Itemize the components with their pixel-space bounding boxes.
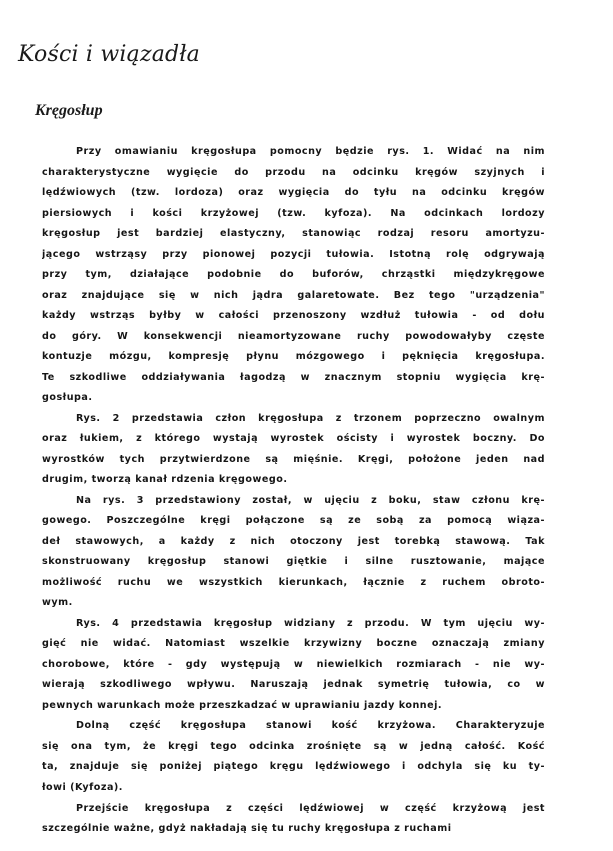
text-line: Przy omawianiu kręgosłupa pomocny będzie rys. 1. Widać na nim [76,146,545,157]
text-line: charakterystyczne wygięcie do przodu na odcinku kręgów szyjnych i [42,166,545,178]
text-line: się ona tym, że kręgi tego odcinka zrośnięte są w jedną całość. Kość [42,740,545,752]
text-line: chorobowe, które - gdy występują w niewielkich rozmiarach - nie wy- [42,658,545,670]
paragraph [42,491,545,614]
text-line: ta, znajduje się poniżej piątego kręgu lędźwiowego i odchyla się ku ty- [42,761,545,773]
text-line: wierają szkodliwego wpływu. Naruszają jednak symetrię tułowia, co w [42,679,545,691]
body-text [42,142,545,840]
text-line: szczególnie ważne, gdyż nakładają się tu ruchy kręgosłupa z ruchami [42,823,452,835]
paragraph [42,614,545,717]
paragraph [42,142,545,409]
text-line: Rys. 4 przedstawia kręgosłup widziany z przodu. W tym ujęciu wy- [76,617,545,629]
text-line: gowego. Poszczególne kręgi połączone są ze sobą za pomocą wiąza- [42,515,545,527]
text-line: łowi (Kyfoza). [42,781,123,793]
text-line: gięć nie widać. Natomiast wszelkie krzywizny boczne oznaczają zmiany [42,638,545,650]
text-line: Przejście kręgosłupa z części lędźwiowej w część krzyżową jest [76,802,545,814]
text-line: gosłupa. [42,392,93,404]
text-line: piersiowych i kości krzyżowej (tzw. kyfoza). Na odcinkach lordozy [42,207,545,219]
text-line: Dolną część kręgosłupa stanowi kość krzyżowa. Charakteryzuje [76,720,545,732]
text-line: każdy wstrząs byłby w całości przenoszony wzdłuż tułowia - od dołu [42,310,545,322]
text-line: drugim, tworzą kanał rdzenia kręgowego. [42,474,288,486]
text-line: deł stawowych, a każdy z nich otoczony jest torebką stawową. Tak [42,535,545,547]
text-line: Rys. 2 przedstawia człon kręgosłupa z trzonem poprzeczno owalnym [76,412,545,424]
paragraph [42,799,545,840]
chapter-title: Kości i wiązadła [18,42,200,67]
section-heading: Kręgosłup [35,102,103,119]
text-line: wym. [42,597,73,609]
text-line: do góry. W konsekwencji nieamortyzowane ruchy powodowałyby częste [42,330,545,342]
text-line: wyrostków tych przytwierdzone są mięśnie. Kręgi, położone jeden nad [42,453,545,465]
text-line: kręgosłup jest bardziej elastyczny, stanowiąc rodzaj resoru amortyzu- [42,228,545,240]
text-line: Te szkodliwe oddziaływania łagodzą w znacznym stopniu wygięcia krę- [42,371,545,383]
paragraph [42,716,545,798]
text-line: oraz łukiem, z którego wystają wyrostek ościsty i wyrostek boczny. Do [42,433,545,445]
text-line: skonstruowany kręgosłup stanowi giętkie i silne rusztowanie, mające [42,556,545,568]
text-line: pewnych warunkach może przeszkadzać w uprawianiu jazdy konnej. [42,699,443,711]
text-line: jącego wstrząsy przy pionowej pozycji tułowia. Istotną rolę odgrywają [42,248,545,260]
text-line: przy tym, działające podobnie do buforów, chrząstki międzykręgowe [42,269,545,281]
text-line: Na rys. 3 przedstawiony został, w ujęciu z boku, staw członu krę- [76,494,545,506]
text-line: lędźwiowych (tzw. lordoza) oraz wygięcia do tyłu na odcinku kręgów [42,187,545,199]
text-line: kontuzje mózgu, kompresję płynu mózgowego i pęknięcia kręgosłupa. [42,351,545,363]
text-line: oraz znajdujące się w nich jądra galaretowate. Bez tego "urządzenia" [42,289,545,301]
paragraph [42,409,545,491]
text-line: możliwość ruchu we wszystkich kierunkach, łącznie z ruchem obroto- [42,576,545,588]
